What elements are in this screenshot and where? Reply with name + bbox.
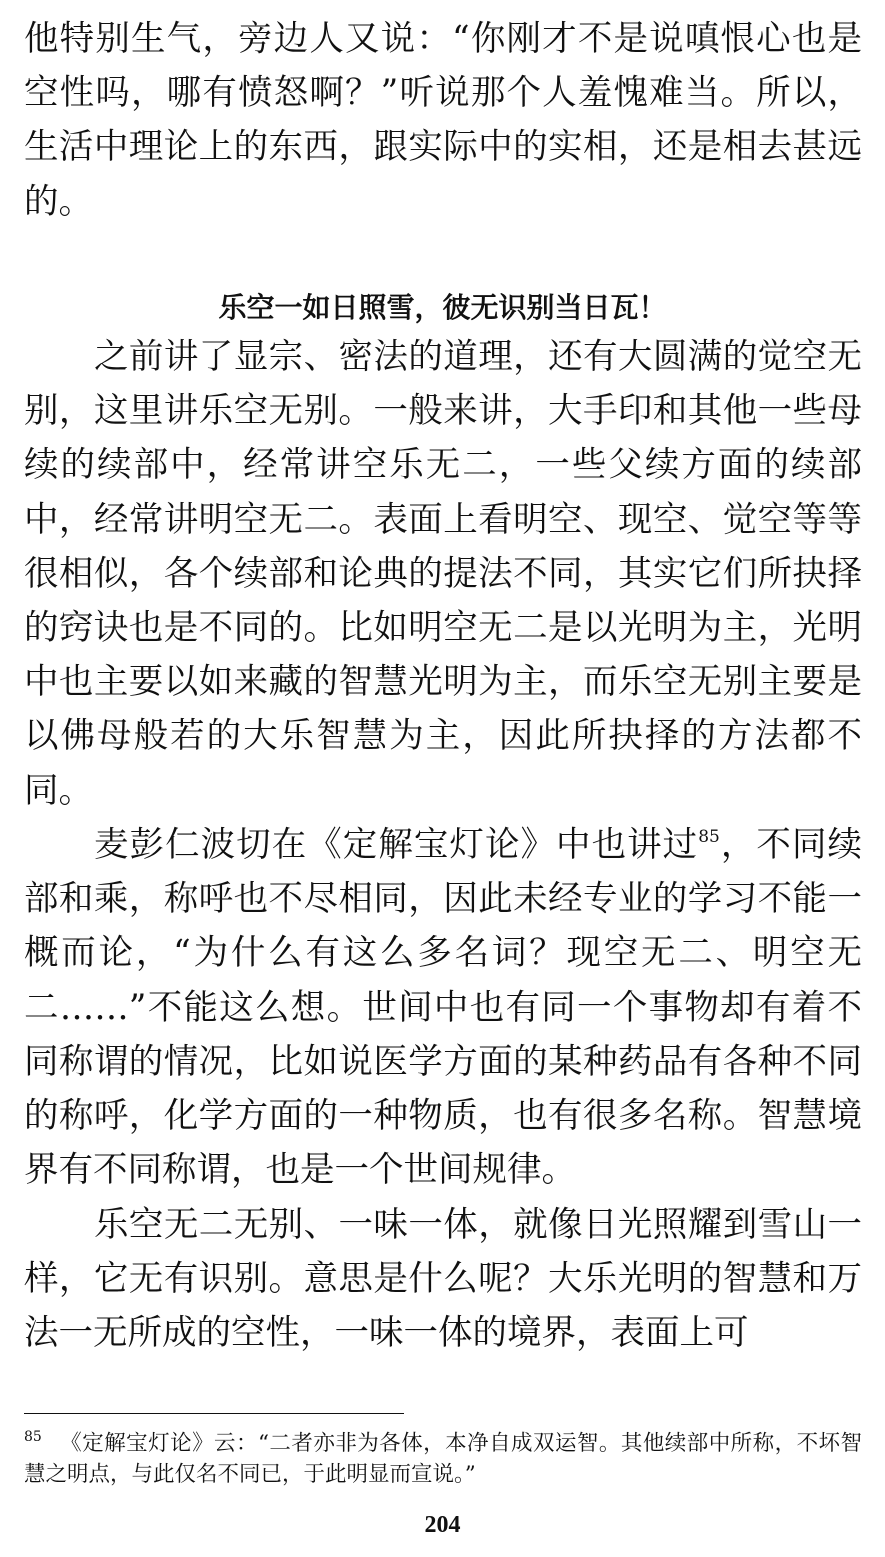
page-number: 204 — [424, 1512, 461, 1538]
section-heading: 乐空一如日照雪，彼无识别当日瓦！ — [218, 291, 667, 324]
footnote-number: 85 — [24, 1429, 42, 1445]
paragraph-1: 之前讲了显宗、密法的道理，还有大圆满的觉空无别，这里讲乐空无别。一般来讲，大手印和其他一些母续的续部中，经常讲空乐无二，一些父续方面的续部中，经常讲明空无二。表面上看明空、现空、觉空等等很相似，各个续部和论典的提法不同，其实它们所抉择的窍诀也是不同的。比如明空无二是以光明为主，光明中也主要以如来藏的智慧光明为主，而乐空无别主要是以佛母般若的大乐智慧为主，因此所抉择的方法都不同。 — [24, 337, 862, 811]
paragraph-2 — [24, 818, 862, 1197]
paragraph-2-before-ref: 麦彭仁波切在《定解宝灯论》中也讲过 — [94, 825, 699, 865]
footnote-reference[interactable]: 85 — [698, 827, 720, 847]
paragraph-2-after-ref: ，不同续部和乘，称呼也不尽相同，因此未经专业的学习不能一概而论，“为什么有这么多名词？现空无二、明空无二……”不能这么想。世间中也有同一个事物却有着不同称谓的情况，比如说医学方面的某种药品有各种不同的称呼，化学方面的一种物质，也有很多名称。智慧境界有不同称谓，也是一个世间规律。 — [24, 825, 863, 1191]
footnote-text: 《定解宝灯论》云：“二者亦非为各体，本净自成双运智。其他续部中所称，不坏智慧之明点，与此仅名不同已，于此明显而宣说。” — [24, 1431, 862, 1487]
footnote — [24, 1428, 862, 1490]
footnote-divider — [24, 1413, 404, 1414]
paragraph-continued: 他特别生气，旁边人又说：“你刚才不是说嗔恨心也是空性吗，哪有愤怒啊？”听说那个人羞愧难当。所以，生活中理论上的东西，跟实际中的实相，还是相去甚远的。 — [24, 19, 862, 222]
paragraph-3: 乐空无二无别、一味一体，就像日光照耀到雪山一样，它无有识别。意思是什么呢？大乐光明的智慧和万法一无所成的空性，一味一体的境界，表面上可 — [24, 1205, 862, 1354]
